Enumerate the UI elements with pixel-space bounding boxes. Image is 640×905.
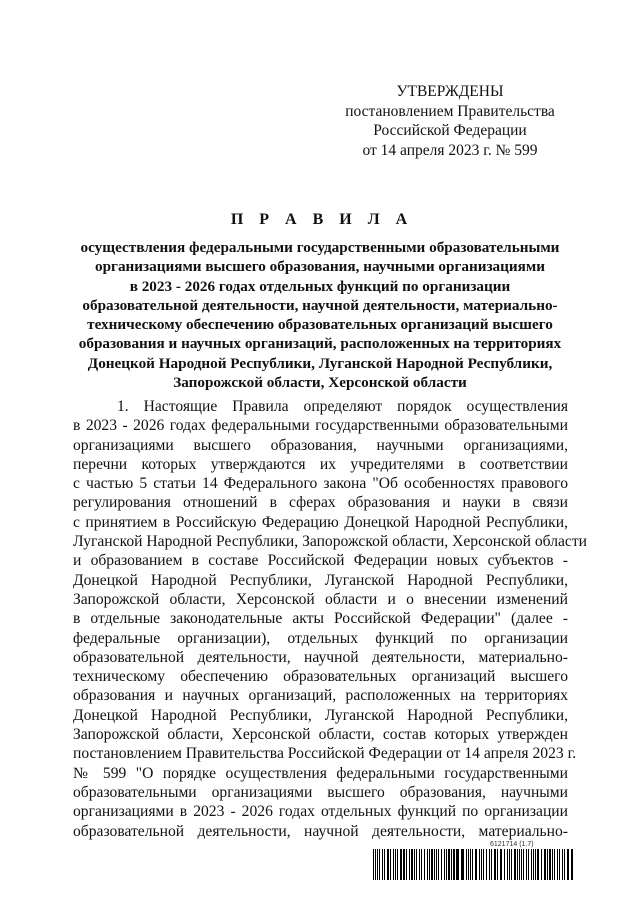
subtitle-line: осуществления федеральными государственными образовательными (80, 239, 560, 256)
body-line: в отдельные законодательные акты Российской Федерации" (далее - (73, 610, 568, 628)
body-line: образовательной деятельности, научной деятельности, материально- (73, 648, 568, 666)
body-line: организациями в 2023 - 2026 годах отдельных функций по организации (73, 803, 568, 821)
subtitle-line: Донецкой Народной Республики, Луганской Народной Республики, (87, 354, 553, 372)
paragraph-1 (73, 397, 588, 841)
subtitle-line: Запорожской области, Херсонской области (173, 374, 467, 392)
subtitle-line: в 2023 - 2026 годах отдельных функций по организации (129, 277, 511, 295)
body-line: техническому обеспечению образовательных организаций высшего (73, 668, 568, 686)
approval-line: постановлением Правительства (345, 102, 555, 120)
approval-line: Российской Федерации (373, 122, 527, 139)
body-line: организациями высшего образования, научными организациями, (73, 436, 568, 454)
approval-stamp (330, 82, 570, 160)
body-line: с принятием в Российскую Федерацию Донецкой Народной Республики, (73, 513, 568, 531)
subtitle-line: образовательной деятельности, научной деятельности, материально- (82, 296, 558, 314)
body-line: с частью 5 статьи 14 Федерального закона "Об особенностях правового (73, 475, 568, 493)
body-line: № 599 "О порядке осуществления федеральными государственными (73, 764, 568, 782)
body-line: федеральные организации), отдельных функций по организации (73, 629, 568, 647)
body-line: образовательной деятельности, научной деятельности, материально- (73, 822, 568, 840)
body-line: и образованием в составе Российской Федерации новых субъектов - (73, 552, 568, 570)
body-line: в 2023 - 2026 годах федеральными государственными образовательными (73, 417, 568, 435)
body-line: регулирования отношений в сферах образования и науки в связи (73, 494, 568, 512)
body-line: образовательными организациями высшего образования, научными (73, 783, 568, 801)
body-line: Донецкой Народной Республики, Луганской Народной Республики, (73, 571, 568, 589)
body-line: постановлением Правительства Российской Федерации от 14 апреля 2023 г. (73, 745, 577, 763)
approval-date-line: от 14 апреля 2023 г. № 599 (362, 141, 538, 159)
document-title: П Р А В И Л А (230, 211, 414, 228)
subtitle-line: образования и научных организаций, расположенных на территориях (78, 335, 562, 353)
document-subtitle (60, 238, 580, 392)
barcode-icon (373, 849, 575, 880)
approval-heading: УТВЕРЖДЕНЫ (396, 83, 504, 100)
body-line: образования и научных организаций, расположенных на территориях (73, 687, 568, 705)
body-line: перечни которых утверждаются их учредителями в соответствии (73, 455, 568, 473)
body-line: Луганской Народной Республики, Запорожской области, Херсонской области (73, 533, 588, 551)
subtitle-line: организациями высшего образования, научными организациями (95, 258, 545, 276)
document-code: 6121714 (1.7) (490, 841, 534, 848)
subtitle-line: техническому обеспечению образовательных организаций высшего (87, 316, 553, 334)
body-line: Донецкой Народной Республики, Луганской Народной Республики, (73, 706, 568, 724)
body-line: Запорожской области, Херсонской области, состав которых утвержден (73, 726, 568, 744)
body-line: Запорожской области, Херсонской области и о внесении изменений (73, 590, 568, 608)
body-line: 1. Настоящие Правила определяют порядок осуществления (117, 398, 568, 415)
